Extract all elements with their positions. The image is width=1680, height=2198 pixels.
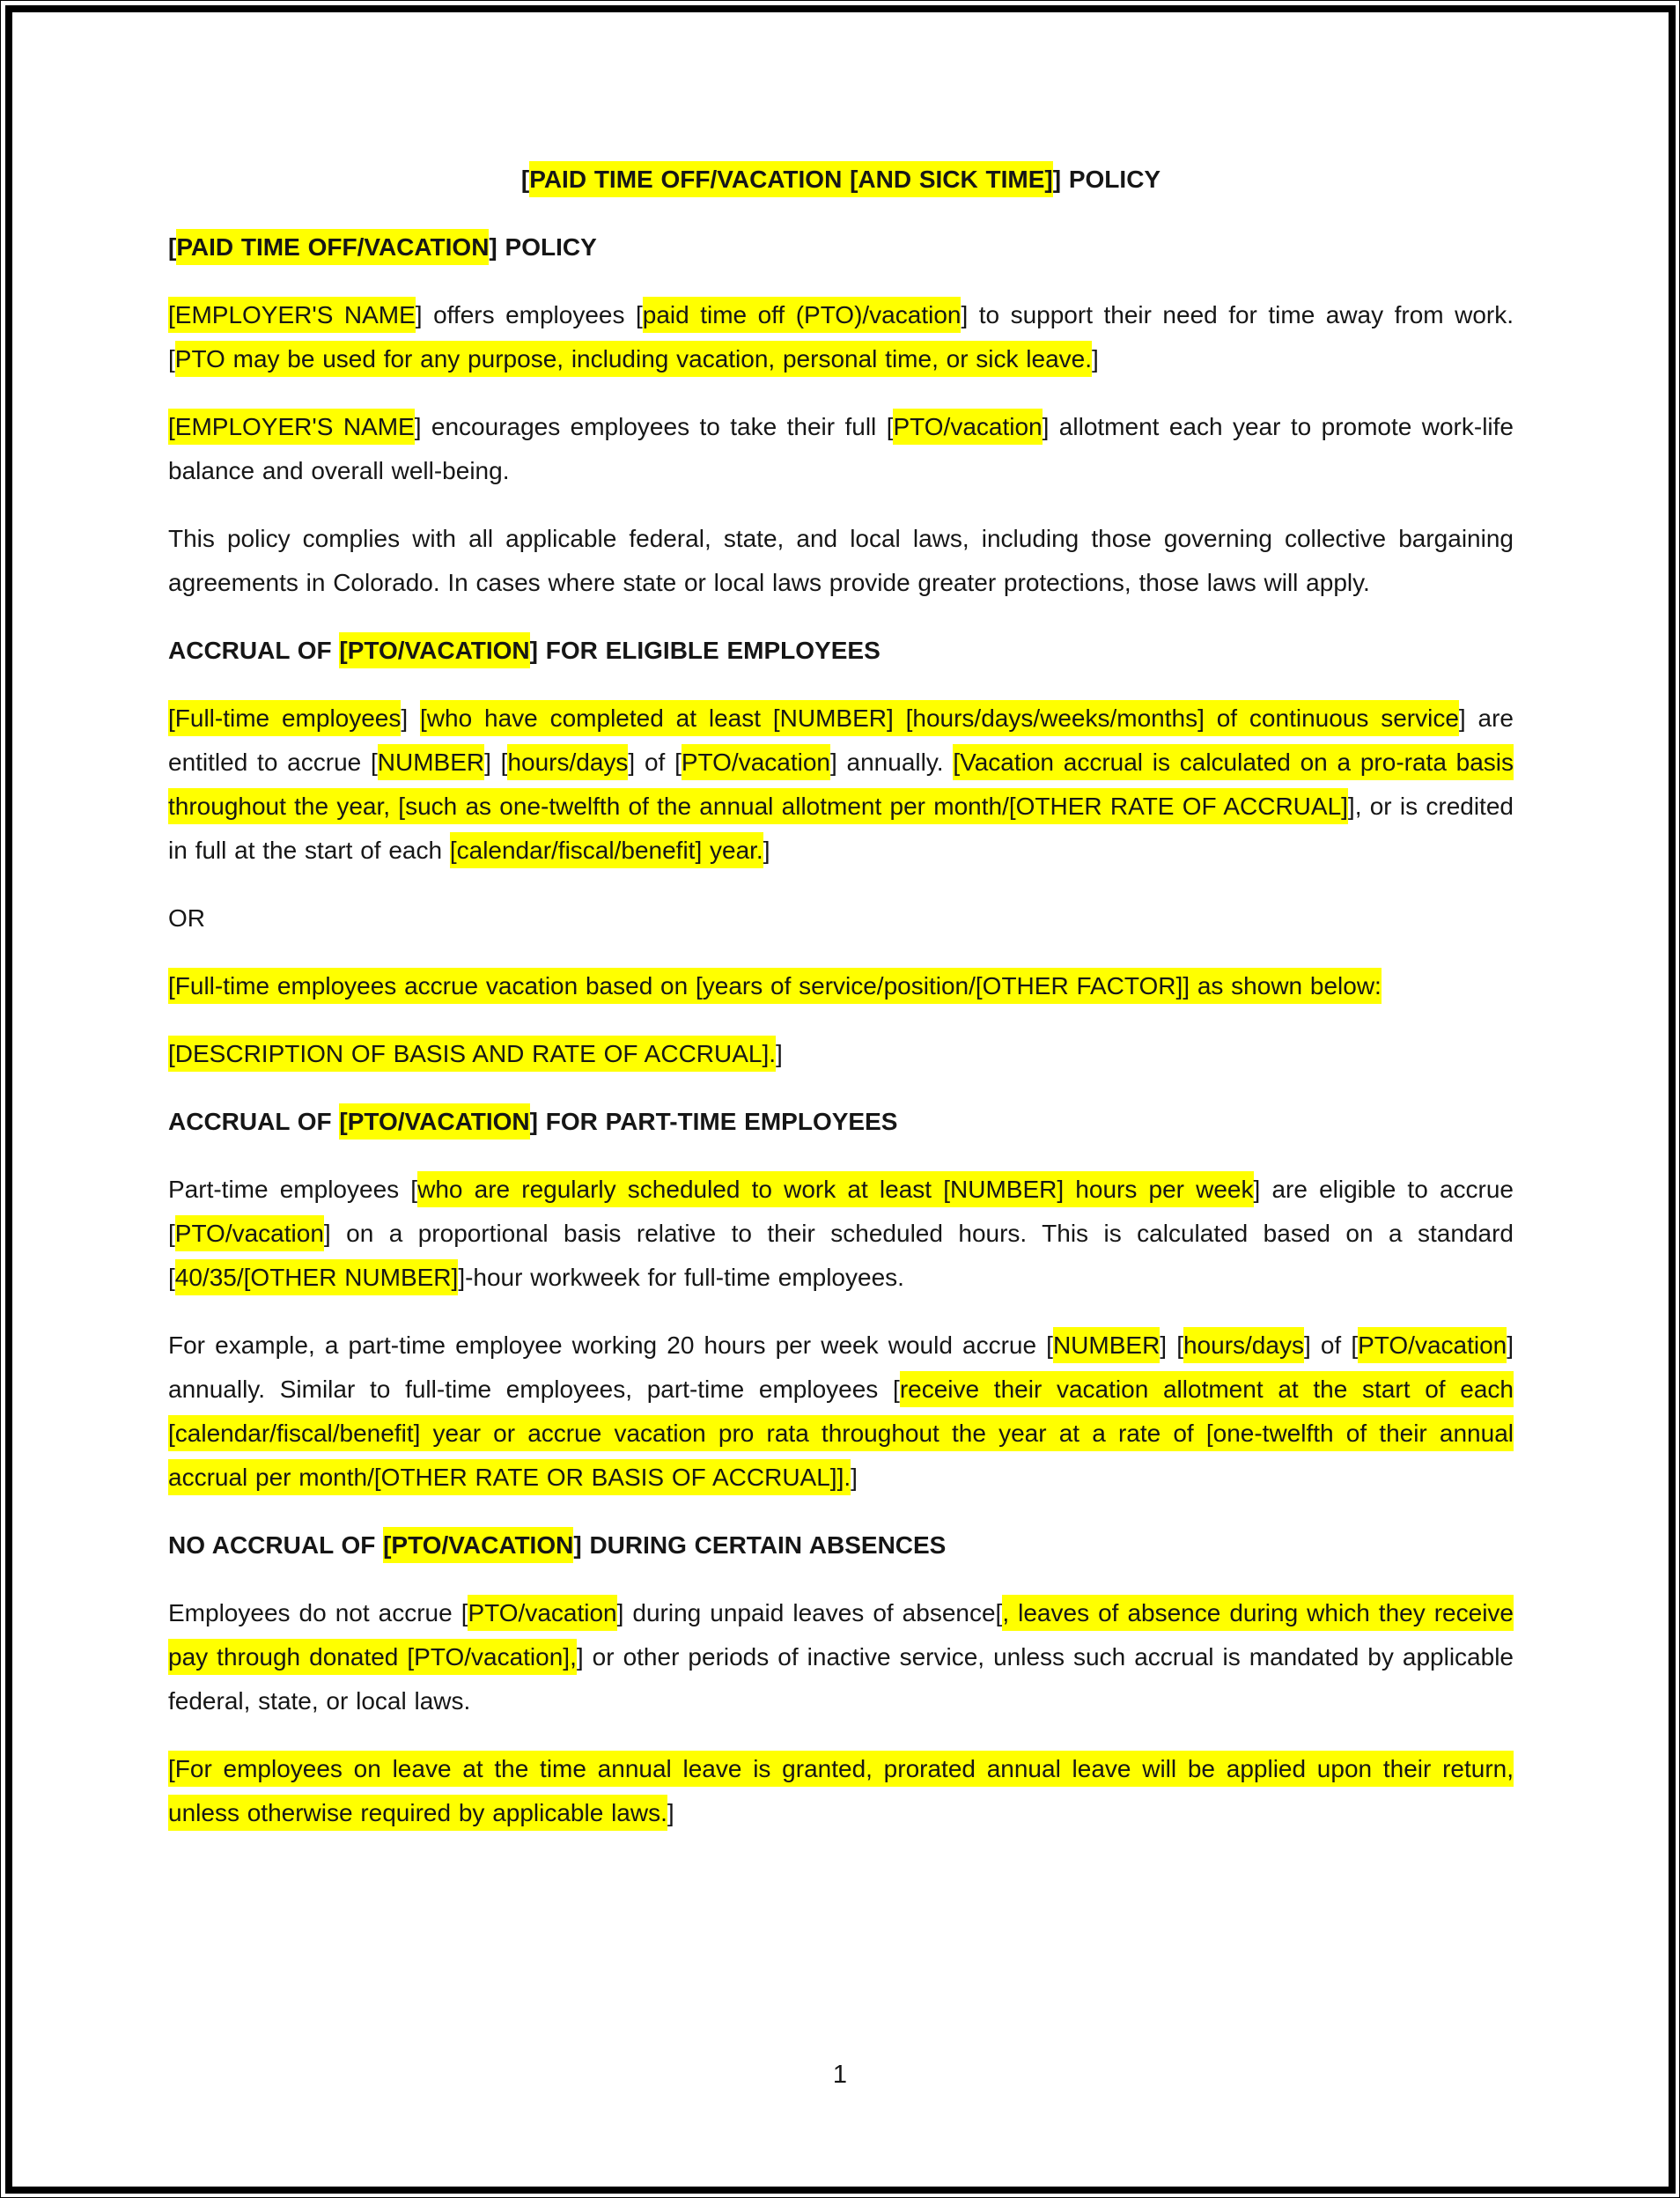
text-run: ] to support their need for time away from work. [: [168, 301, 1514, 372]
paragraph: [168, 1168, 1514, 1300]
text-run: ACCRUAL OF: [168, 1108, 340, 1135]
section-heading: [168, 1100, 1514, 1144]
paragraph: [168, 1032, 1514, 1076]
text-run: ]: [401, 704, 421, 732]
text-run: ]: [667, 1799, 674, 1826]
highlighted-text: , leaves of absence during which they receive pay through donated [PTO/vacation],: [168, 1595, 1514, 1675]
highlighted-text: [Vacation accrual is calculated on a pro-rata basis throughout the year, [such as one-twelfth of the annual allotment per month/[OTHER RATE OF ACCRUAL]: [168, 744, 1514, 824]
highlighted-text: [DESCRIPTION OF BASIS AND RATE OF ACCRUAL].: [168, 1036, 776, 1072]
paragraph: [168, 697, 1514, 873]
text-run: ACCRUAL OF: [168, 637, 340, 664]
highlighted-text: [calendar/fiscal/benefit] year.: [450, 832, 763, 868]
highlighted-text: PTO/vacation: [468, 1595, 616, 1631]
highlighted-text: PAID TIME OFF/VACATION [AND SICK TIME]: [529, 161, 1053, 197]
section-heading: [168, 1523, 1514, 1567]
paragraph: [168, 1324, 1514, 1500]
text-run: ]: [763, 837, 770, 864]
paragraph: [168, 896, 1514, 940]
paragraph: [168, 1747, 1514, 1835]
highlighted-text: [EMPLOYER'S NAME: [168, 297, 416, 333]
highlighted-text: hours/days: [507, 744, 628, 780]
text-run: ]-hour workweek for full-time employees.: [458, 1264, 904, 1291]
highlighted-text: receive their vacation allotment at the start of each [calendar/fiscal/benefit] year or accrue vacation pro rata throughout the year at a rate of [one-twelfth of their annual accrual per month/[OTHER RATE OR BASIS OF ACCRUAL]].: [168, 1371, 1514, 1495]
text-run: ] during unpaid leaves of absence[: [616, 1599, 1003, 1626]
text-run: ] on a proportional basis relative to their scheduled hours. This is calculated based on a standard [: [168, 1220, 1514, 1291]
text-run: ] of [: [628, 749, 682, 776]
text-run: Employees do not accrue [: [168, 1599, 468, 1626]
paragraph: [168, 517, 1514, 605]
text-run: NO ACCRUAL OF: [168, 1531, 384, 1559]
highlighted-text: NUMBER: [1053, 1327, 1160, 1363]
highlighted-text: paid time off (PTO)/vacation: [643, 297, 962, 333]
highlighted-text: [Full-time employees accrue vacation based on [years of service/position/[OTHER FACTOR]] as shown below:: [168, 968, 1382, 1004]
paragraph: [168, 1591, 1514, 1723]
highlighted-text: [EMPLOYER'S NAME: [168, 409, 415, 445]
text-run: [: [168, 233, 177, 261]
text-run: ] of [: [1303, 1331, 1359, 1359]
text-run: ]: [851, 1464, 858, 1491]
text-run: ] annually. Similar to full-time employees, part-time employees [: [168, 1331, 1514, 1403]
text-run: ] are entitled to accrue [: [168, 704, 1514, 776]
highlighted-text: [PTO/VACATION: [383, 1527, 573, 1563]
paragraph: [168, 405, 1514, 493]
text-run: ]: [776, 1040, 783, 1067]
highlighted-text: PAID TIME OFF/VACATION: [176, 229, 489, 265]
text-run: ] [: [1160, 1331, 1183, 1359]
highlighted-text: [who have completed at least [NUMBER] [hours/days/weeks/months] of continuous service: [420, 700, 1459, 736]
highlighted-text: PTO/vacation: [175, 1215, 324, 1251]
text-run: ] POLICY: [489, 233, 597, 261]
document-title: [168, 158, 1514, 202]
document-body: [168, 158, 1514, 1859]
text-run: ] are eligible to accrue [: [168, 1176, 1514, 1247]
highlighted-text: PTO/vacation: [1358, 1327, 1507, 1363]
section-heading: [168, 629, 1514, 673]
text-run: ] allotment each year to promote work-life balance and overall well-being.: [168, 413, 1514, 484]
highlighted-text: hours/days: [1183, 1327, 1304, 1363]
highlighted-text: [PTO/VACATION: [339, 1103, 529, 1140]
text-run: OR: [168, 904, 205, 932]
text-run: ], or is credited in full at the start of each: [168, 793, 1514, 864]
text-run: ] [: [484, 749, 508, 776]
text-run: This policy complies with all applicable federal, state, and local laws, including those governing collective bargaining agreements in Colorado. In cases where state or local laws provide greater protections, those laws will apply.: [168, 525, 1514, 596]
paragraph: [168, 293, 1514, 381]
page-number: 1: [832, 2061, 848, 2089]
text-run: [: [520, 166, 530, 193]
text-run: ] POLICY: [1052, 166, 1161, 193]
paragraph: [168, 964, 1514, 1008]
text-run: For example, a part-time employee working 20 hours per week would accrue [: [168, 1331, 1053, 1359]
text-run: ] offers employees [: [415, 301, 643, 328]
text-run: ] or other periods of inactive service, unless such accrual is mandated by applicable federal, state, or local laws.: [168, 1643, 1514, 1715]
text-run: ] DURING CERTAIN ABSENCES: [573, 1531, 947, 1559]
section-heading: [168, 225, 1514, 269]
text-run: ] encourages employees to take their full [: [414, 413, 894, 440]
text-run: ]: [1092, 345, 1099, 372]
highlighted-text: who are regularly scheduled to work at least [NUMBER] hours per week: [417, 1171, 1253, 1207]
highlighted-text: PTO/vacation: [893, 409, 1042, 445]
text-run: ] FOR PART-TIME EMPLOYEES: [529, 1108, 898, 1135]
text-run: ] annually.: [829, 749, 954, 776]
text-run: ] FOR ELIGIBLE EMPLOYEES: [529, 637, 881, 664]
highlighted-text: PTO may be used for any purpose, including vacation, personal time, or sick leave.: [175, 341, 1092, 377]
highlighted-text: [For employees on leave at the time annual leave is granted, prorated annual leave will be applied upon their return, unless otherwise required by applicable laws.: [168, 1751, 1514, 1831]
highlighted-text: 40/35/[OTHER NUMBER]: [175, 1259, 459, 1295]
highlighted-text: [PTO/VACATION: [339, 632, 529, 668]
highlighted-text: NUMBER: [378, 744, 484, 780]
highlighted-text: [Full-time employees: [168, 700, 401, 736]
highlighted-text: PTO/vacation: [682, 744, 830, 780]
text-run: Part-time employees [: [168, 1176, 418, 1203]
